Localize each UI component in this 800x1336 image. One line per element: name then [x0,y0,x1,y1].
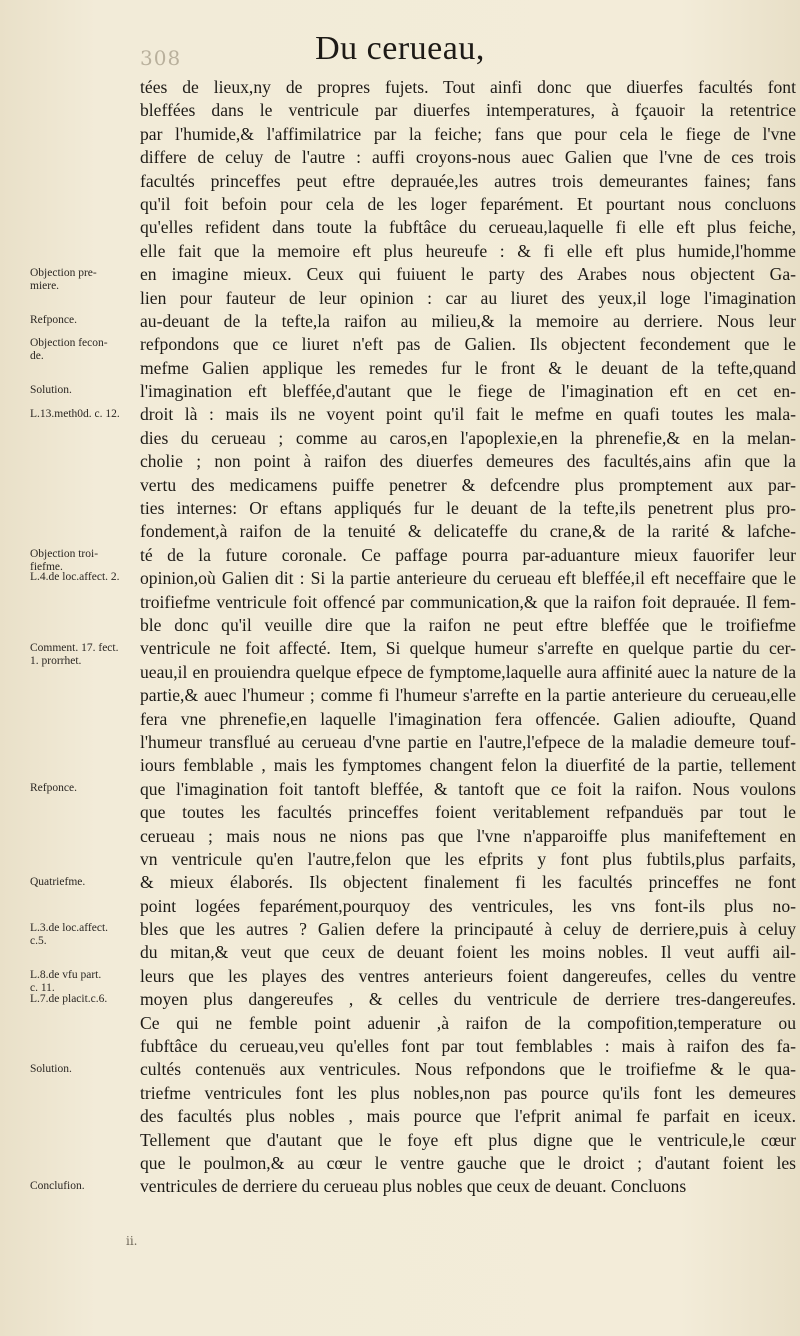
text-line: cholie ; non point à raifon des diuerfes demeures des facultés,ains afin que la [140,451,796,472]
text-line: dies du cerueau ; comme au caros,en l'apoplexie,en la phrenefie,& en la melan- [140,427,796,448]
text-line: point logées feparément,pourquoy des ventricules, les vns font-ils plus no- [140,895,796,916]
margin-note: L.13.meth0d. c. 12. [30,407,120,420]
text-line: Tellement que d'autant que le foye eft plus digne que le ventricule,le cœur [140,1129,796,1150]
text-line: droit là : mais ils ne voyent point qu'il fait le mefme en quafi toutes les mala- [140,404,796,425]
margin-note: Conclufion. [30,1179,85,1192]
text-line: par l'humide,& l'affimilatrice par la feiche; fans que pour cela le fiege de l'vne [140,123,796,144]
text-line: triefme ventricules font les plus nobles,non pas pource qu'ils font les demeures [140,1082,796,1103]
margin-note: Objection fecon- de. [30,337,108,363]
margin-note: L.4.de loc.affect. 2. [30,571,120,584]
margin-note: Solution. [30,1062,72,1075]
page-number: 308 [140,46,182,70]
text-line: l'imagination eft bleffée,d'autant que le fiege de l'imagination eft en cet en- [140,381,796,402]
text-line: bles que les autres ? Galien defere la principauté à celuy de derriere,puis à celuy [140,919,796,940]
text-line: que toutes les facultés princeffes foient veritablement refpanduës par tout le [140,802,796,823]
text-line: ueau,il en prouiendra quelque efpece de fymptome,laquelle aura affinité auec la nature de la [140,661,796,682]
text-line: vertu des medicamens puiffe penetrer & defcendre plus promptement aux par- [140,474,796,495]
text-line: lien pour fauteur de leur opinion : car au liuret des yeux,il loge l'imagination [140,287,796,308]
text-line: refpondons que ce liuret n'eft pas de Galien. Ils objectent fecondement que le [140,334,796,355]
text-line: & mieux élaborés. Ils objectent finalement fi les facultés princeffes ne font [140,872,796,893]
margin-note: Comment. 17. fect. 1. prorrhet. [30,641,119,667]
text-line: fondement,à raifon de la tenuité & delicateffe du crane,& de la rarité & lafche- [140,521,796,542]
margin-note: Refponce. [30,314,77,326]
text-line: cerueau ; mais nous ne nions pas que l'vne n'apparoiffe plus manifeftement en [140,825,796,846]
text-line: partie,& auec l'humeur ; comme fi l'humeur s'arrefte en la partie anterieure du cerueau,elle [140,685,796,706]
text-line: té de la future coronale. Ce paffage pourra par-aduanture mieux fauorifer leur [140,544,796,565]
text-line: vn ventricule qu'en l'autre,felon que les efprits y font plus fubtils,plus parfaits, [140,848,796,869]
text-line: facultés princeffes peut eftre deprauée,les autres trois demeurantes faines; fans [140,170,796,191]
text-line: ble donc qu'il veuille dire que la raifon ne peut eftre bleffée que le troifiefme [140,614,796,635]
text-line: que l'imagination foit tantoft bleffée, & tantoft que ce foit la raifon. Nous voulons [140,778,796,799]
text-line: ventricule ne foit affecté. Item, Si quelque humeur s'arrefte en quelque partie du cer- [140,638,796,659]
footer-mark: ii. [126,1234,138,1248]
margin-note: Quatriefme. [30,875,86,888]
margin-note: L.7.de placit.c.6. [30,992,108,1005]
text-line: qu'il foit befoin pour cela de les loger feparément. Et pourtant nous concluons [140,193,796,214]
text-line: ventricules de derriere du cerueau plus nobles que ceux de deuant. Concluons [140,1176,687,1197]
text-line: fubftâce du cerueau,veu qu'elles font par tout femblables : mais à raifon des fa- [140,1036,796,1057]
margin-note: L.8.de vfu part. c. 11. [30,969,102,995]
text-line: bleffées dans le ventricule par diuerfes intemperatures, à fçauoir la retentrice [140,100,796,121]
body-text [140,76,796,1199]
text-line: du mitan,& veut que ceux de deuant foient les moins nobles. Il veut auffi ail- [140,942,796,963]
margin-note: Solution. [30,384,72,397]
running-title: Du cerueau, [315,30,485,67]
text-line: cultés contenuës aux ventricules. Nous refpondons que le troifiefme & le qua- [140,1059,796,1080]
margin-note: Objection pre- miere. [30,267,97,293]
text-line: Ce qui ne femble point aduenir ,à raifon de la compofition,temperature ou [140,1012,796,1033]
text-line: leurs que les playes des ventres anterieurs foient dangereufes, celles du ventre [140,965,796,986]
margin-note: Refponce. [30,782,77,794]
text-line: troifiefme ventricule foit offencé par communication,& que la raifon foit deprauée. Il fem- [140,591,796,612]
text-line: au-deuant de la tefte,la raifon au milieu,& la memoire au derriere. Nous leur [140,310,796,331]
text-line: elle fait que la memoire eft plus heureufe : & fi elle eft plus humide,l'homme [140,240,796,261]
text-line: differe de celuy de l'autre : auffi croyons-nous auec Galien que l'vne de ces trois [140,147,796,168]
text-line: moyen plus dangereufes , & celles du ventricule de derriere tres-dangereufes. [140,989,796,1010]
text-line: opinion,où Galien dit : Si la partie anterieure du cerueau eft bleffée,il eft neceffaire que le [140,568,796,589]
text-line: que le poulmon,& au cœur le ventre gauche que le droict ; d'autant foient les [140,1152,796,1173]
text-line: fera vne phrenefie,en laquelle l'imagination fera offencée. Galien adioufte, Quand [140,708,796,729]
text-line: qu'elles refident dans toute la fubftâce du cerueau,laquelle fi elle eft plus feiche, [140,217,796,238]
text-line: tées de lieux,ny de propres fujets. Tout ainfi donc que diuerfes facultés font [140,77,796,97]
text-line: l'humeur transflué au cerueau d'vne partie en l'autre,l'efpece de la maladie demeure touf- [140,731,796,752]
text-line: iours femblable , mais les fymptomes changent felon la diuerfité de la partie, tellement [140,755,796,776]
margin-note: Objection troi- fiefme. [30,548,99,573]
text-line: des facultés plus nobles , mais pource que l'efprit animal fe parfait en iceux. [140,1106,796,1127]
text-line: ties internes: Or eftans appliqués fur le deuant de la tefte,ils penetrent plus pro- [140,498,796,519]
margin-note: L.3.de loc.affect. c.5. [30,922,109,948]
text-line: en imagine mieux. Ceux qui fuiuent le party des Arabes nous objectent Ga- [140,264,796,285]
text-line: mefme Galien applique les remedes fur le front & le deuant de la tefte,quand [140,357,796,378]
